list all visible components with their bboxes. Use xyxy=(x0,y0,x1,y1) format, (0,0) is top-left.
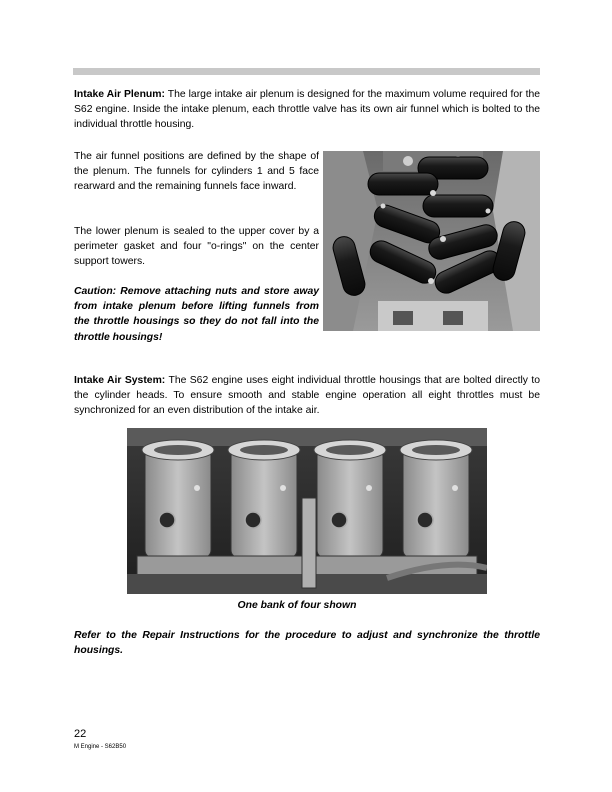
plenum-intro-text: The large intake air plenum is designed for the maximum volume required for the S62 engine. Inside the intake plenum, each throttle valve has its own air funnel which is bolted to the individual throttle housing. xyxy=(74,89,541,131)
photo-caption: One bank of four shown xyxy=(237,600,357,611)
intake-system-heading: Intake Air System: xyxy=(74,375,166,386)
intake-system-text: The S62 engine uses eight individual throttle housings that are bolted directly to the cylinder heads. To ensure smooth and stable engine operation all eight throttles must be synchronized for an even distribution of the intake air. xyxy=(74,375,541,417)
plenum-heading: Intake Air Plenum: xyxy=(74,89,165,100)
caution-note: Caution: Remove attaching nuts and store away from intake plenum before lifting funnels from the throttle housings so they do not fall into the throttle housings! xyxy=(74,286,319,343)
footer-title: M Engine - S62B50 xyxy=(74,744,127,750)
throttle-housings-photo xyxy=(127,428,487,594)
air-funnels-photo xyxy=(323,151,540,331)
page-number: 22 xyxy=(74,728,87,740)
repair-note: Refer to the Repair Instructions for the procedure to adjust and synchronize the throttle housings. xyxy=(74,630,540,657)
header-rule xyxy=(73,68,540,75)
throttle-housings-illustration xyxy=(127,428,487,594)
air-funnels-illustration xyxy=(323,151,540,331)
plenum-intro-paragraph xyxy=(74,87,540,133)
intake-system-paragraph xyxy=(74,373,540,419)
funnel-positions-paragraph: The air funnel positions are defined by the shape of the plenum. The funnels for cylinders 1 and 5 face rearward and the remaining funnels face inward. xyxy=(74,151,319,193)
plenum-seal-paragraph: The lower plenum is sealed to the upper cover by a perimeter gasket and four "o-rings" on the center support towers. xyxy=(74,226,319,268)
